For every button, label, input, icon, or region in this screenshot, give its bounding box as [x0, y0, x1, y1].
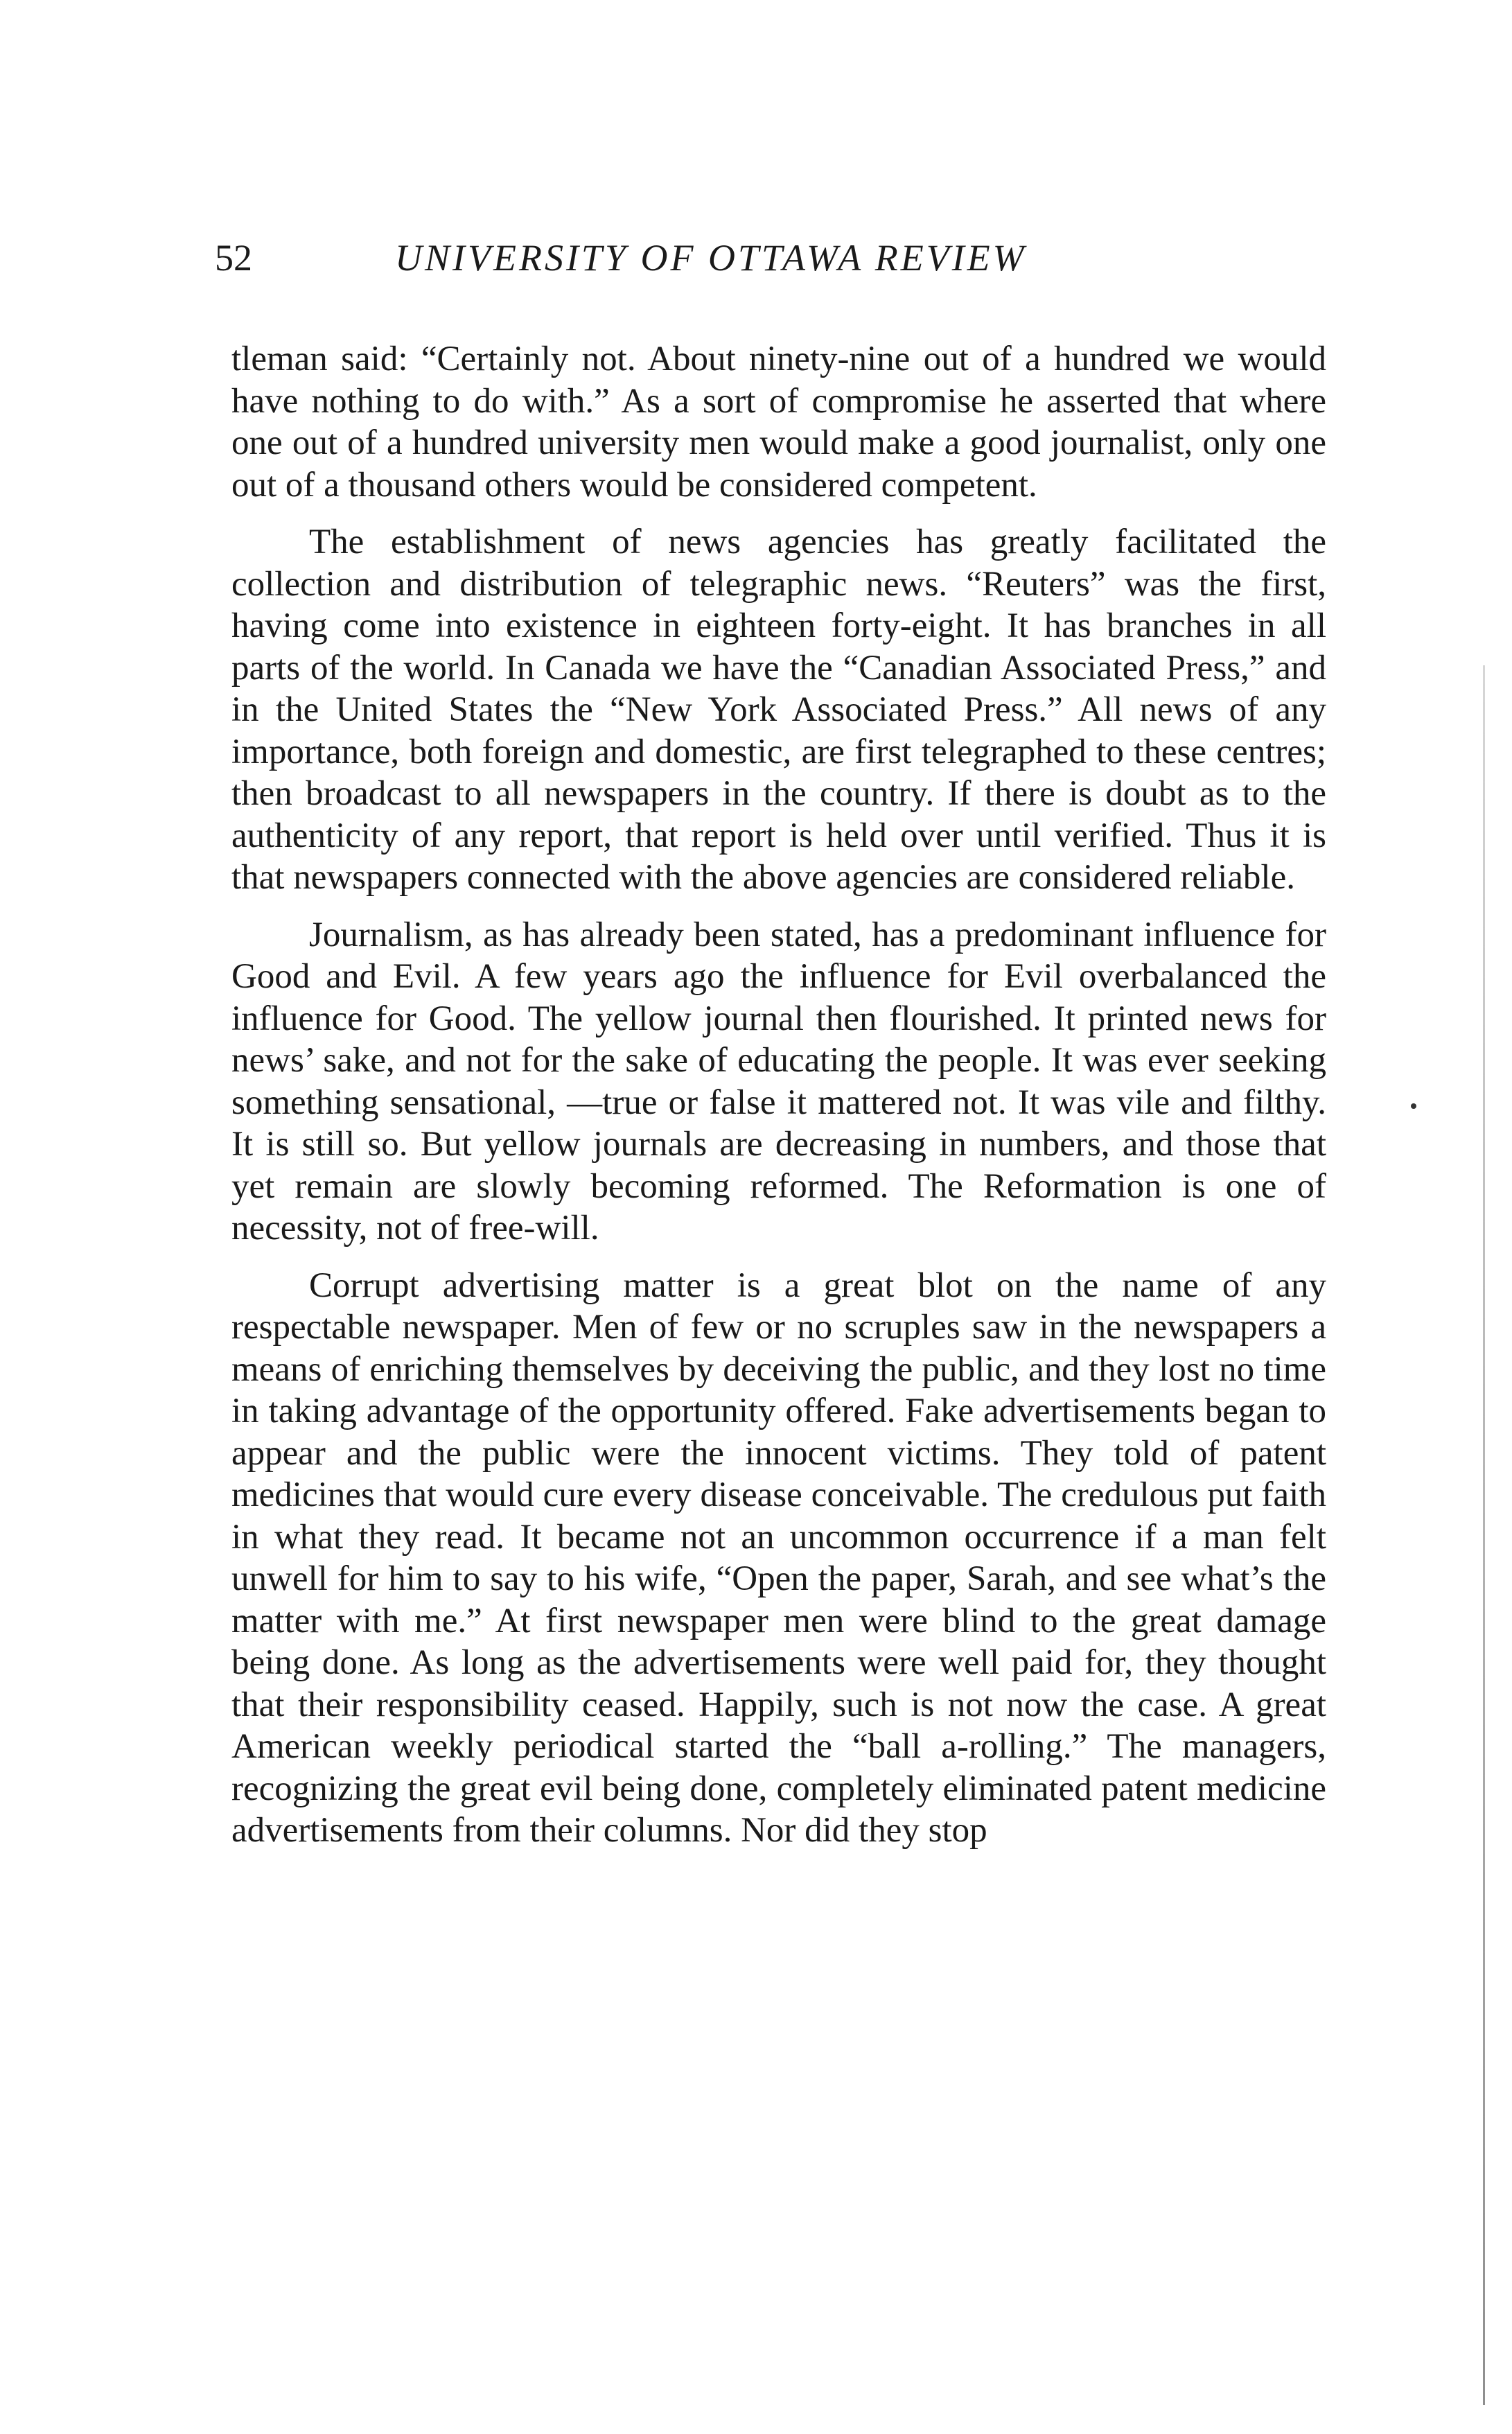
running-title: UNIVERSITY OF OTTAWA REVIEW: [395, 237, 1027, 279]
paragraph-news-agencies: The establishment of news agencies has greatly facilitated the collection and distribution of telegraphic news. “Reuters” was the first, having come into existence in eighteen forty-eight. It has branches in all parts of the world. In Canada we have the “Canadian Associated Press,” and in the United States the “New York Associated Press.” All news of any importance, both foreign and domestic, are first telegraphed to these centres; then broadcast to all newspapers in the country. If there is doubt as to the authenticity of any report, that report is held over until verified. Thus it is that newspapers connected with the above agencies are considered reliable.: [231, 523, 1326, 897]
paragraph-journalism-influence: Journalism, as has already been stated, has a predominant influence for Good and Evil. A few years ago the influence for Evil overbalanced the influence for Good. The yellow journal then flourished. It printed news for news’ sake, and not for the sake of educating the people. It was ever seeking something sensational, —true or false it mattered not. It was vile and filthy. It is still so. But yellow journals are decreasing in numbers, and those that yet remain are slowly becoming reformed. The Reformation is one of necessity, not of free-will.: [231, 915, 1326, 1247]
page-header: [215, 230, 1337, 286]
page-number: 52: [215, 237, 252, 279]
margin-speck: [1411, 1103, 1416, 1109]
page-edge-shadow: [1483, 665, 1485, 2405]
paragraph-continuation: tleman said: “Certainly not. About ninety-nine out of a hundred we would have nothing to do with.” As a sort of compromise he asserted that where one out of a hundred university men would make a good journalist, only one out of a thousand others would be considered competent.: [231, 340, 1326, 505]
paragraph-corrupt-advertising: Corrupt advertising matter is a great blot on the name of any respectable newspaper. Men of few or no scruples saw in the newspapers a means of enriching themselves by deceiving the public, and they lost no time in taking advantage of the opportunity offered. Fake advertisements began to appear and the public were the innocent victims. They told of patent medicines that would cure every disease conceivable. The credulous put faith in what they read. It became not an uncommon occurrence if a man felt unwell for him to say to his wife, “Open the paper, Sarah, and see what’s the matter with me.” At first newspaper men were blind to the great damage being done. As long as the advertisements were well paid for, they thought that their responsibility ceased. Happily, such is not now the case. A great American weekly periodical started the “ball a-rolling.” The managers, recognizing the great evil being done, completely eliminated patent medicine advertisements from their columns. Nor did they stop: [231, 1266, 1326, 1850]
body-text: [231, 338, 1326, 1867]
